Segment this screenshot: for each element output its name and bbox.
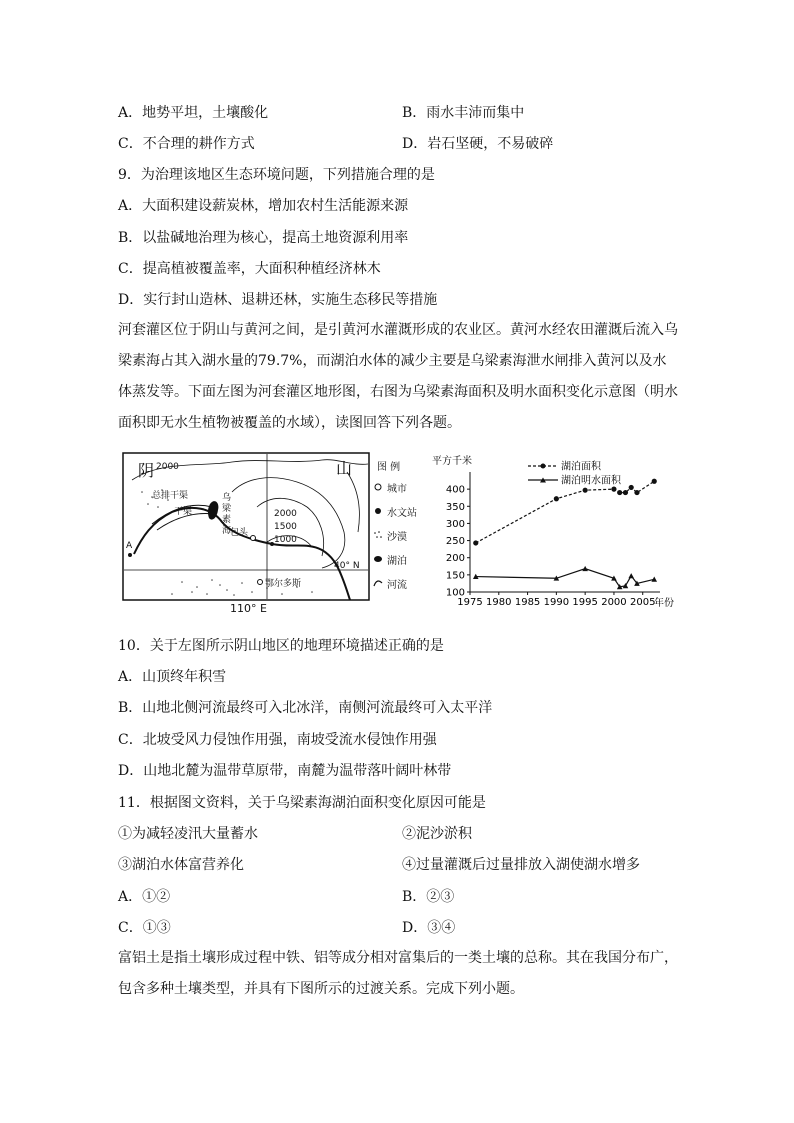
lake-area-chart [428, 452, 683, 620]
q9-option-d: D．实行封山造林、退耕还林，实施生态移民等措施 [118, 292, 438, 308]
q8-option-a: A．地势平坦，土壤酸化 [118, 105, 269, 121]
q10-option-b: B．山地北侧河流最终可入北冰洋，南侧河流最终可入太平洋 [118, 700, 493, 716]
map-label-shan: 山 [336, 459, 353, 478]
q11-option-d: D．③④ [402, 920, 456, 936]
q10-stem: 10．关于左图所示阴山地区的地理环境描述正确的是 [118, 638, 444, 654]
chart-series [473, 479, 657, 590]
legend-title: 图 例 [377, 462, 401, 473]
y-tick-label: 300 [445, 518, 465, 530]
series-line-1 [476, 569, 654, 587]
legend-label-1: 湖泊明水面积 [561, 475, 621, 487]
data-point [582, 566, 588, 571]
map-label-yin: 阴 [138, 461, 155, 480]
data-point [623, 490, 628, 495]
q8-option-d: D．岩石坚硬，不易破碎 [402, 136, 554, 152]
map-label-canal: 总排干渠 [152, 491, 189, 501]
data-point [628, 573, 634, 578]
map-label-hai: 海 [222, 526, 232, 536]
q11-statement-1: ①为减轻凌汛大量蓄水 [118, 826, 258, 842]
q11-option-a: A．①② [118, 889, 171, 905]
q10-option-c: C．北坡受风力侵蚀作用强，南坡受流水侵蚀作用强 [118, 732, 437, 748]
map-label-baotou: 包头 [230, 528, 249, 538]
map-legend [373, 458, 433, 598]
contour-label-2000a: 2000 [156, 462, 179, 472]
q11-statement-2: ②泥沙淤积 [402, 826, 472, 842]
y-tick-label: 200 [445, 553, 465, 565]
x-tick-label: 1990 [543, 597, 570, 608]
x-tick-label: 2000 [601, 597, 627, 608]
contour-label-2000b: 2000 [274, 509, 297, 519]
data-point [611, 487, 616, 492]
q9-option-b: B．以盐碱地治理为核心，提高土地资源利用率 [118, 230, 409, 246]
data-point [617, 490, 622, 495]
data-point [652, 479, 657, 484]
series-line-0 [476, 481, 654, 543]
legend-river-label: 河流 [387, 580, 407, 591]
q9-option-c: C．提高植被覆盖率，大面积种植经济林木 [118, 261, 381, 277]
q11-statement-4: ④过量灌溉后过量排放入湖使湖水增多 [402, 857, 640, 873]
contour-label-1500: 1500 [274, 522, 297, 532]
q9-option-a: A．大面积建设薪炭林，增加农村生活能源来源 [118, 198, 409, 214]
x-tick-label: 1995 [572, 597, 598, 608]
data-point [629, 485, 634, 490]
y-tick-label: 150 [445, 570, 465, 582]
q11-statement-3: ③湖泊水体富营养化 [118, 857, 244, 873]
map-longitude-label: 110° E [230, 602, 267, 615]
map-label-ordos: 鄂尔多斯 [265, 579, 302, 589]
chart-ylabel: 平方千米 [432, 456, 472, 467]
q11-stem: 11．根据图文资料，关于乌梁素海湖泊面积变化原因可能是 [118, 795, 486, 811]
map-label-lat: 40° N [334, 561, 360, 571]
passage-fulvtu: 富铝土是指土壤形成过程中铁、铝等成分相对富集后的一类土壤的总称。其在我国分布广，包含多种土壤类型，并具有下图所示的过渡关系。完成下列小题。 [118, 950, 678, 997]
chart-xlabel: 年份 [654, 598, 674, 609]
y-tick-label: 400 [445, 484, 465, 496]
map-label-liang: 梁 [222, 504, 232, 514]
x-tick-label: 2005 [630, 597, 656, 608]
data-point [554, 496, 559, 501]
y-tick-label: 250 [445, 536, 465, 548]
legend-lake-label: 湖泊 [387, 556, 407, 567]
legend-label-0: 湖泊面积 [561, 461, 601, 473]
q10-option-a: A．山顶终年积雪 [118, 669, 227, 685]
x-tick-label: 1975 [457, 597, 483, 608]
map-label-su: 素 [222, 515, 232, 525]
figure-hetao [118, 452, 683, 620]
map-label-canal2: 干渠 [174, 507, 193, 517]
hetao-map [122, 452, 370, 602]
legend-marker-0 [541, 464, 546, 469]
data-point [651, 577, 657, 582]
q8-option-b: B．雨水丰沛而集中 [402, 105, 525, 121]
q10-option-d: D．山地北麓为温带草原带，南麓为温带落叶阔叶林带 [118, 763, 452, 779]
data-point [473, 540, 478, 545]
legend-station-label: 水文站 [387, 508, 417, 519]
y-tick-label: 350 [445, 501, 465, 513]
q9-stem: 9．为治理该地区生态环境问题，下列措施合理的是 [118, 167, 435, 183]
data-point [634, 490, 639, 495]
y-tick-label: 100 [445, 587, 465, 599]
map-label-wu: 乌 [222, 493, 232, 503]
x-tick-label: 1980 [486, 597, 512, 608]
map-label-a: A [126, 541, 133, 551]
q11-option-c: C．①③ [118, 920, 171, 936]
q11-option-b: B．②③ [402, 889, 455, 905]
x-tick-label: 1985 [514, 597, 541, 608]
data-point [583, 488, 588, 493]
passage-hetao: 河套灌区位于阴山与黄河之间，是引黄河水灌溉形成的农业区。黄河水经农田灌溉后流入乌梁素海占其入湖水量的79.7%，而湖泊水体的减少主要是乌梁素海泄水闸排入黄河以及水体蒸发等。下面左图为河套灌区地形图，右图为乌梁素海面积及明水面积变化示意图（明水面积即无水生植物被覆盖的水域），读图回答下列各题。 [118, 322, 678, 431]
legend-city-label: 城市 [387, 484, 407, 495]
contour-label-1000: 1000 [274, 535, 297, 545]
chart-legend [528, 460, 622, 487]
legend-desert-label: 沙漠 [387, 532, 407, 543]
q8-option-c: C．不合理的耕作方式 [118, 136, 255, 152]
